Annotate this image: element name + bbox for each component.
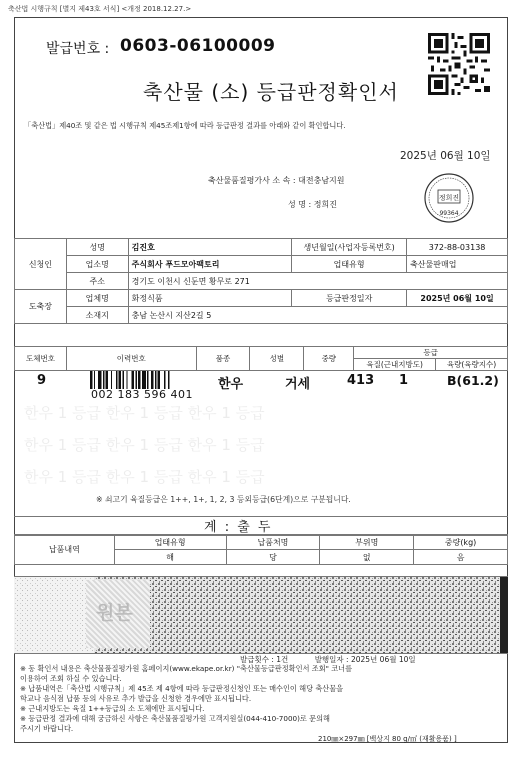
grade-scale-note: ※ 쇠고기 육질등급은 1++, 1+, 1, 2, 3 등외등급(6단계)으로 구분됩니다. [96,495,351,504]
total-count: 계 : 출 두 [204,520,273,535]
applicant-section-label: 신청인 [15,239,67,290]
note-line: 주시기 바랍니다. [20,724,74,733]
trace-number-header: 이력번호 [66,347,196,371]
note-line: ※ 등급판정 결과에 대해 궁금하신 사항은 축산물품질평가원 고객지원실(044-410-7000)로 문의해 [20,714,330,723]
legal-basis-text: 「축산법」제40조 및 같은 법 시행규칙 제45조제1항에 따라 등급판정 결과를 아래와 같이 확인합니다. [24,121,346,130]
note-line: 학교나 음식점 납품 등의 사유로 추가 발급을 신청한 경우에만 표시됩니다. [20,694,252,703]
delivery-cell: 당 [226,550,320,565]
address-value: 경기도 이천시 신둔면 황무로 271 [128,273,507,290]
business-label: 업태유형 [292,256,407,273]
note-line: 이용하여 조회 하실 수 있습니다. [20,674,122,683]
grading-date-label: 등급판정일자 [292,290,407,307]
quality-grade-value: 1 [399,373,409,388]
grade-header: 등급 [354,347,508,359]
applicant-name: 김진호 [128,239,292,256]
notes-section [20,664,500,734]
location-label: 소재지 [66,307,128,324]
form-reference: 축산법 시행규칙 [별지 제43호 서식] <개정 2018.12.27.> [8,5,192,13]
delivery-header: 납품처명 [226,535,320,550]
seal-number: 99364 [439,210,459,217]
delivery-cell: 없 [320,550,414,565]
original-stamp: 원본 [96,602,133,624]
issue-number-label: 발급번호 : [46,41,110,57]
svg-text:한우 1 등급 한우 1 등급 한우: 한우 1 등급 한우 1 등급 한우 1 등급 [24,468,265,486]
trace-number: 002 183 596 401 [91,388,193,401]
business-value: 축산물판매업 [407,256,508,273]
delivery-header: 업태유형 [114,535,226,550]
note-line: ※ 동 확인서 내용은 축산물품질평가원 홈페이지(www.ekape.or.kr) "축산물등급판정확인서 조회" 코너를 [20,664,353,673]
weight-header: 중량 [304,347,354,371]
sex-value: 거세 [285,377,311,392]
issue-date: 2025년 06월 10일 [400,150,491,162]
paper-size-note: 210㎜×297㎜ [백상지 80 g/㎡ (재활용품) ] [318,735,457,743]
issue-count: 발급횟수 : 1건 [240,655,289,664]
delivery-header: 부위명 [320,535,414,550]
barcode-icon [90,371,210,389]
quality-header: 육질(근내지방도) [354,359,436,371]
carcass-number-header: 도체번호 [15,347,67,371]
name-label: 성명 [66,239,128,256]
qr-code-icon [427,33,491,95]
birth-value: 372-88-03138 [407,239,508,256]
delivery-cell: 해 [114,550,226,565]
company-label: 업소명 [66,256,128,273]
company-value: 주식회사 푸드모아팩토리 [128,256,292,273]
official-seal-icon [423,172,475,224]
issue-date-footer: 발행일자 : 2025년 06월 10일 [314,655,416,664]
yield-grade-value: B(61.2) [447,373,499,388]
delivery-cell: 음 [414,550,508,565]
location-value: 충남 논산시 지산2길 5 [128,307,507,324]
grader-name: 성 명 : 정희진 [288,200,337,209]
note-line: ※ 납품내역은「축산법 시행규칙」제 45조 제 4항에 따라 등급판정신청인 또는 매수인이 해당 축산물을 [20,684,344,693]
delivery-table [14,534,508,565]
slaughter-name-label: 업체명 [66,290,128,307]
svg-text:한우 1 등급 한우 1 등급 한우: 한우 1 등급 한우 1 등급 한우 1 등급 [24,404,265,422]
carcass-number: 9 [37,373,47,388]
document-title: 축산물 (소) 등급판정확인서 [143,80,399,104]
yield-header: 육량(육량지수) [436,359,508,371]
birth-label: 생년월일(사업자등록번호) [292,239,407,256]
grader-affiliation: 축산물품질평가사 소 속 : 대전충남지원 [208,176,345,185]
species-value: 한우 [218,377,244,392]
weight-value: 413 [347,373,375,388]
address-label: 주소 [66,273,128,290]
issue-number: 0603-06100009 [120,36,276,56]
delivery-header: 중량(kg) [414,535,508,550]
slaughter-name: 화정식품 [128,290,292,307]
watermark-pattern [14,398,508,494]
seal-name: 정희진 [438,194,460,202]
sex-header: 성별 [250,347,304,371]
note-line: ※ 근내지방도는 육질 1++등급의 소 도체에만 표시됩니다. [20,704,205,713]
grading-date: 2025년 06월 10일 [407,290,508,307]
svg-text:한우 1 등급 한우 1 등급 한우: 한우 1 등급 한우 1 등급 한우 1 등급 [24,436,265,454]
slaughter-section-label: 도축장 [15,290,67,324]
delivery-section-label: 납품내역 [15,535,115,565]
species-header: 품종 [196,347,250,371]
applicant-table [14,238,508,324]
